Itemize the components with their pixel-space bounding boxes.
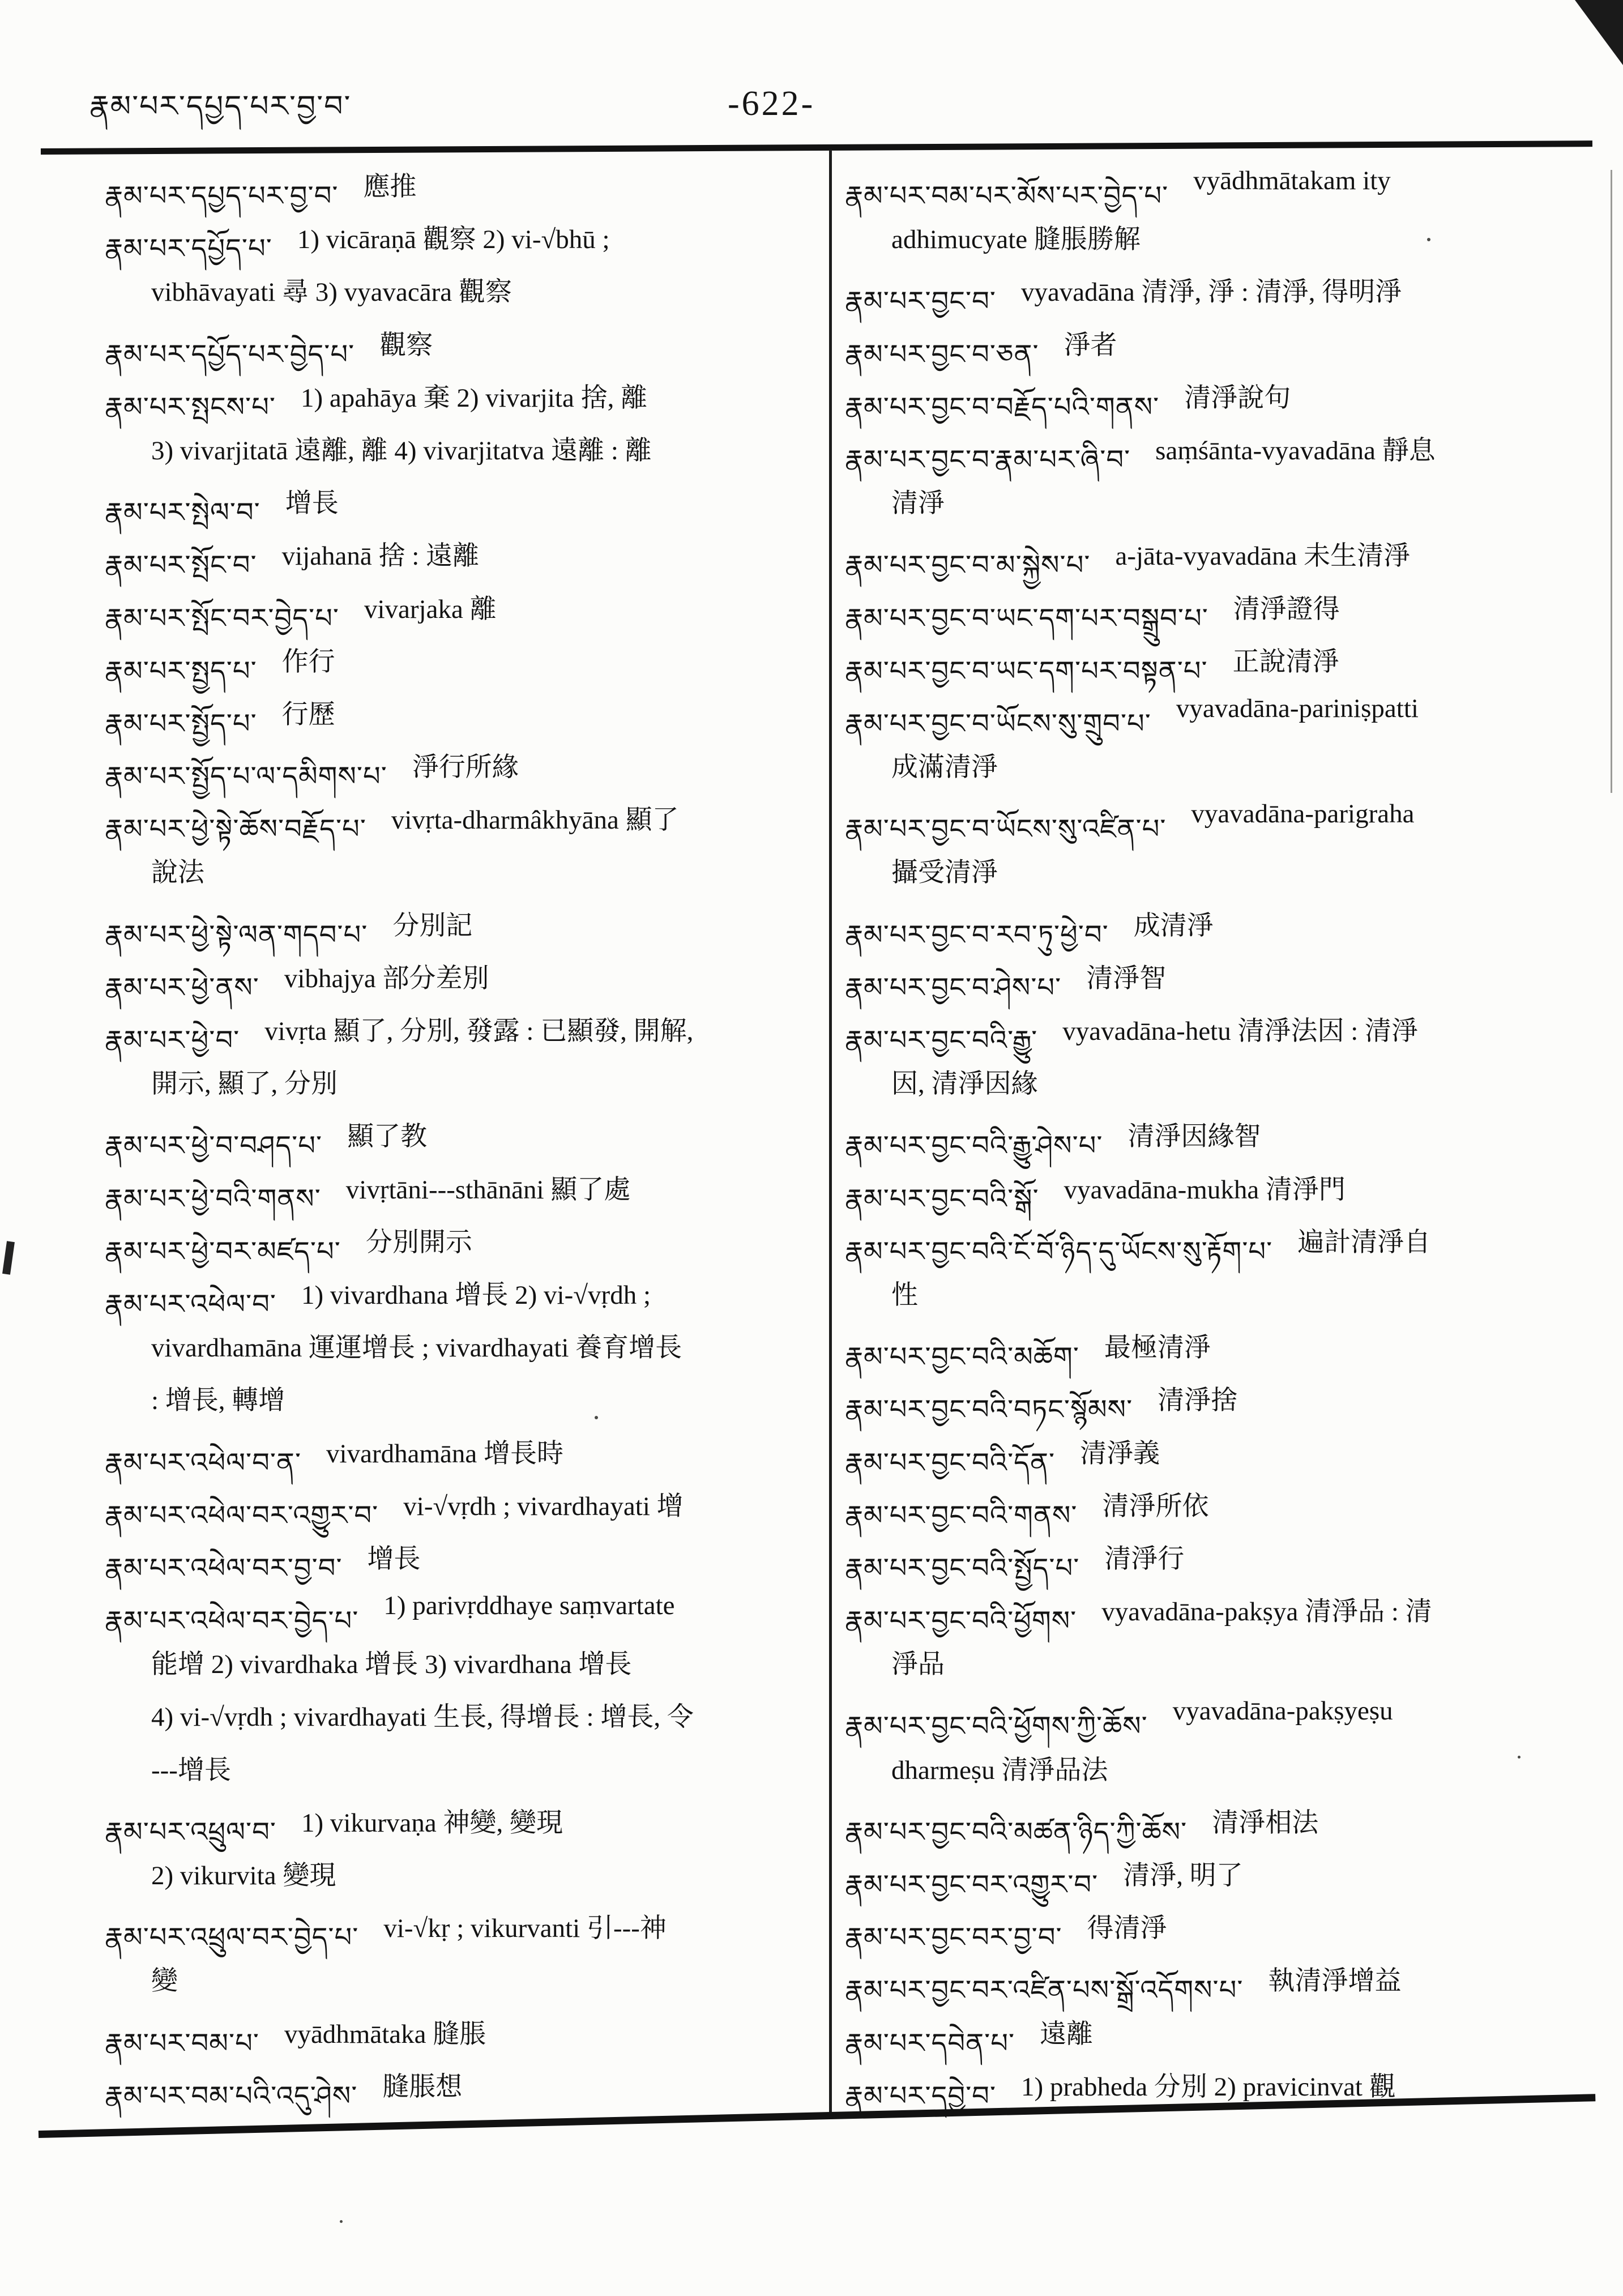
entry-tibetan-headword: རྣམ་པར་བྱང་བའི་མཆོག་	[845, 1341, 1079, 1373]
entry-tibetan-headword: རྣམ་པར་འཕྲུལ་བར་བྱེད་པ་	[105, 1922, 359, 1954]
entry-gloss: 1) vicāraṇā 觀察 2) vi-√bhū ;	[297, 225, 610, 255]
entry-line	[105, 271, 815, 323]
entry-line	[105, 218, 815, 271]
entry-gloss: 膖脹想	[382, 2072, 463, 2102]
entry-gloss: 清淨說句	[1184, 383, 1291, 413]
entry-tibetan-headword: རྣམ་པར་བྱང་བའི་དོན་	[845, 1446, 1056, 1479]
entry-gloss: 開示, 顯了, 分別	[151, 1069, 338, 1099]
entry-tibetan-headword: རྣམ་པར་སྤོང་བར་བྱེད་པ་	[105, 602, 339, 634]
entry-tibetan-headword: རྣམ་པར་བྱང་བར་བྱ་བ་	[845, 1922, 1062, 1954]
entry-gloss: adhimucyate 膖脹勝解	[891, 225, 1141, 255]
entry-line	[105, 1907, 815, 1960]
entry-gloss: 4) vi-√vṛdh ; vivardhayati 生長, 得增長 : 增長, 令	[151, 1702, 694, 1732]
entry-gloss: 顯了教	[347, 1122, 428, 1152]
entry-gloss: 攝受清淨	[891, 858, 998, 888]
entry-line	[105, 1168, 815, 1221]
entry-tibetan-headword: རྣམ་པར་འཕེལ་བར་འགྱུར་བ་	[105, 1499, 379, 1531]
entry-tibetan-headword: རྣམ་པར་འཕེལ་བར་བྱ་བ་	[105, 1552, 343, 1584]
entry-line	[105, 746, 815, 799]
scan-speck	[340, 2220, 343, 2223]
entry-tibetan-headword: རྣམ་པར་འཕེལ་བར་བྱེད་པ་	[105, 1605, 359, 1637]
column-divider	[829, 151, 832, 2118]
entry-gloss: 遠離	[1040, 2019, 1094, 2049]
entry-gloss: vibhajya 部分差別	[284, 963, 489, 993]
entry-gloss: vyavadāna-parigraha	[1191, 799, 1415, 829]
entry-line	[845, 588, 1604, 641]
entry-gloss: vivṛtāni---sthānāni 顯了處	[345, 1175, 631, 1205]
entry-line	[845, 1168, 1604, 1221]
entry-line	[845, 324, 1604, 377]
entry-line	[105, 429, 815, 482]
entry-tibetan-headword: རྣམ་པར་བྱང་བའི་སྤྱོད་པ་	[845, 1552, 1080, 1584]
entry-gloss: 1) vivardhana 增長 2) vi-√vṛdh ;	[301, 1280, 651, 1310]
entry-tibetan-headword: རྣམ་པར་དབྱེ་བ་	[845, 2080, 997, 2112]
entry-gloss: 清淨捨	[1158, 1386, 1238, 1416]
left-column	[105, 165, 815, 2118]
entry-tibetan-headword: རྣམ་པར་ཕྱེ་བ་བཤད་པ་	[105, 1130, 323, 1162]
entry-tibetan-headword: རྣམ་པར་བྱང་བ་ཡོངས་སུ་འཛིན་པ་	[845, 813, 1167, 846]
entry-line	[845, 1115, 1604, 1168]
entry-tibetan-headword: རྣམ་པར་བྱང་བའི་ཕྱོགས་	[845, 1605, 1077, 1637]
entry-line	[105, 1274, 815, 1326]
entry-line	[105, 1432, 815, 1485]
entry-tibetan-headword: རྣམ་པར་འཕེལ་བ་	[105, 1288, 276, 1320]
entry-tibetan-headword: རྣམ་པར་བྱང་བ་ཡོངས་སུ་གྲུབ་པ་	[845, 707, 1151, 740]
entry-gloss: vyavadāna-pakṣyeṣu	[1172, 1696, 1393, 1726]
entry-tibetan-headword: རྣམ་པར་བྱང་བ་ཅན་	[845, 338, 1039, 370]
entry-gloss: 淨品	[891, 1650, 945, 1680]
entry-line	[105, 799, 815, 851]
entry-tibetan-headword: རྣམ་པར་བྱང་བ་རབ་ཏུ་ཕྱེ་བ་	[845, 919, 1109, 951]
entry-line	[845, 218, 1604, 271]
entry-line	[105, 1590, 815, 1643]
entry-gloss: 說法	[151, 858, 204, 888]
entry-line	[105, 588, 815, 641]
entry-line	[845, 1485, 1604, 1538]
entry-line	[845, 1538, 1604, 1590]
entry-gloss: 淨行所緣	[412, 753, 519, 783]
entry-tibetan-headword: རྣམ་པར་བྱང་བ་རྣམ་པར་ཞི་བ་	[845, 443, 1131, 476]
entry-tibetan-headword: རྣམ་པར་འཕེལ་བ་ན་	[105, 1446, 302, 1479]
entry-line	[845, 851, 1604, 904]
entry-gloss: 應推	[363, 172, 417, 202]
entry-gloss: 清淨所依	[1102, 1491, 1209, 1521]
entry-line	[105, 324, 815, 377]
entry-line	[105, 957, 815, 1010]
entry-tibetan-headword: རྣམ་པར་དཔྱད་པར་བྱ་བ་	[105, 180, 339, 212]
entry-gloss: 正說清淨	[1232, 647, 1339, 677]
entry-line	[845, 2065, 1604, 2118]
entry-line	[845, 904, 1604, 957]
entry-line	[845, 799, 1604, 851]
entry-line	[845, 957, 1604, 1010]
scan-corner-artifact	[1575, 0, 1623, 65]
entry-gloss: a-jāta-vyavadāna 未生清淨	[1115, 541, 1411, 571]
entry-line	[845, 1221, 1604, 1274]
entry-tibetan-headword: རྣམ་པར་བྱང་བར་འགྱུར་བ་	[845, 1869, 1099, 1901]
entry-line	[105, 1010, 815, 1062]
entry-line	[845, 1062, 1604, 1115]
entry-gloss: vyavadāna-pariniṣpatti	[1176, 693, 1419, 723]
entry-gloss: 成滿清淨	[891, 753, 998, 783]
entry-line	[845, 693, 1604, 746]
entry-tibetan-headword: རྣམ་པར་བྱང་བ་བརྗོད་པའི་གནས་	[845, 391, 1160, 423]
entry-tibetan-headword: རྣམ་པར་དབེན་པ་	[845, 2027, 1015, 2059]
entry-line	[845, 271, 1604, 323]
entry-gloss: 因, 清淨因緣	[891, 1069, 1038, 1099]
entry-gloss: saṃśānta-vyavadāna 靜息	[1155, 436, 1436, 466]
entry-gloss: 遍計清淨自	[1297, 1227, 1431, 1257]
entry-tibetan-headword: རྣམ་པར་བྱང་བའི་མཚན་ཉིད་ཀྱི་ཆོས་	[845, 1816, 1188, 1848]
entry-line	[105, 1854, 815, 1907]
entry-tibetan-headword: རྣམ་པར་བྱང་བའི་རྒྱུ་ཤེས་པ་	[845, 1130, 1103, 1162]
entry-tibetan-headword: རྣམ་པར་དཔྱོད་པ་	[105, 233, 272, 265]
entry-line	[105, 904, 815, 957]
entry-tibetan-headword: རྣམ་པར་བྱང་བར་འཛིན་པས་སྒྲོ་འདོགས་པ་	[845, 1974, 1244, 2007]
entry-gloss: vyādhmātaka 膖脹	[284, 2019, 486, 2049]
entry-line	[105, 1485, 815, 1538]
entry-tibetan-headword: རྣམ་པར་ཕྱེ་ནས་	[105, 971, 259, 1004]
entry-line	[105, 2065, 815, 2118]
entry-tibetan-headword: རྣམ་པར་སྤྱོད་པ་	[105, 707, 257, 740]
entry-line	[105, 693, 815, 746]
entry-tibetan-headword: རྣམ་པར་ཕྱེ་བ་	[105, 1025, 240, 1056]
entry-tibetan-headword: རྣམ་པར་བམ་པའི་འདུ་ཤེས་	[105, 2080, 358, 2112]
entry-gloss: vyavadāna-hetu 清淨法因 : 清淨	[1062, 1017, 1419, 1046]
entry-tibetan-headword: རྣམ་པར་བྱང་བའི་སྒོ་	[845, 1183, 1039, 1215]
entry-tibetan-headword: རྣམ་པར་ཕྱེ་སྟེ་ཆོས་བརྗོད་པ་	[105, 813, 366, 846]
entry-line	[845, 746, 1604, 799]
entry-line	[105, 1696, 815, 1748]
entry-tibetan-headword: རྣམ་པར་བྱང་བ་ཡང་དག་པར་བསྒྲུབ་པ་	[845, 602, 1208, 634]
entry-gloss: vijahanā 捨 : 遠離	[281, 541, 480, 571]
entry-tibetan-headword: རྣམ་པར་ཕྱེ་བར་མཛད་པ་	[105, 1235, 341, 1268]
entry-line	[845, 1590, 1604, 1643]
entry-gloss: vyavadāna-mukha 清淨門	[1064, 1175, 1346, 1205]
entry-gloss: 觀察	[379, 330, 433, 360]
entry-gloss: 清淨行	[1104, 1544, 1185, 1574]
entry-gloss: vyādhmātakam ity	[1193, 166, 1391, 195]
entry-tibetan-headword: རྣམ་པར་ཕྱེ་སྟེ་ལན་གདབ་པ་	[105, 919, 368, 951]
entry-gloss: 清淨	[891, 489, 945, 519]
entry-tibetan-headword: རྣམ་པར་སྤྱོད་པ་ལ་དམིགས་པ་	[105, 761, 387, 793]
entry-gloss: vivardhamāna 增長時	[326, 1439, 563, 1469]
entry-tibetan-headword: རྣམ་པར་བྱང་བའི་ཕྱོགས་ཀྱི་ཆོས་	[845, 1710, 1148, 1743]
entry-line	[845, 1326, 1604, 1379]
entry-gloss: 最極清淨	[1104, 1333, 1211, 1363]
entry-tibetan-headword: རྣམ་པར་བྱང་བའི་བཏང་སྙོམས་	[845, 1394, 1133, 1426]
entry-gloss: 分別開示	[365, 1227, 472, 1257]
entry-line	[105, 1379, 815, 1432]
entry-line	[845, 1010, 1604, 1062]
entry-tibetan-headword: རྣམ་པར་བམ་པ་	[105, 2027, 259, 2059]
entry-tibetan-headword: རྣམ་པར་བྱང་བ་	[845, 285, 996, 318]
entry-line	[105, 1115, 815, 1168]
entry-gloss: 1) prabheda 分別 2) pravicinvat 觀	[1021, 2072, 1396, 2102]
entry-gloss: 清淨相法	[1212, 1808, 1319, 1838]
entry-tibetan-headword: རྣམ་པར་བྱང་བའི་ངོ་བོ་ཉིད་དུ་ཡོངས་སུ་རྟོག་པ་	[845, 1235, 1273, 1268]
right-column	[845, 165, 1604, 2118]
entry-gloss: vivṛta-dharmâkhyāna 顯了	[391, 805, 679, 835]
entry-gloss: 得清淨	[1087, 1914, 1167, 1944]
entry-tibetan-headword: རྣམ་པར་སྤེལ་བ་	[105, 497, 260, 529]
entry-line	[845, 641, 1604, 693]
entry-tibetan-headword: རྣམ་པར་བྱང་བ་ཤེས་པ་	[845, 971, 1062, 1004]
entry-gloss: 3) vivarjitatā 遠離, 離 4) vivarjitatva 遠離 : 離	[151, 436, 652, 466]
entry-gloss: vivardhamāna 運運增長 ; vivardhayati 養育增長	[151, 1333, 682, 1363]
entry-gloss: vivarjaka 離	[364, 594, 497, 624]
entry-line	[105, 641, 815, 693]
entry-line	[845, 165, 1604, 218]
entry-line	[845, 1696, 1604, 1748]
entry-line	[105, 1221, 815, 1274]
entry-gloss: 增長	[285, 489, 339, 519]
entry-gloss: vyavadāna 清淨, 淨 : 清淨, 得明淨	[1020, 278, 1402, 308]
entry-gloss: 淨者	[1064, 330, 1117, 360]
entry-tibetan-headword: རྣམ་པར་བམ་པར་མོས་པར་བྱེད་པ་	[845, 180, 1169, 212]
entry-line	[105, 377, 815, 429]
entry-line	[845, 1960, 1604, 2012]
entry-gloss: 清淨, 明了	[1123, 1861, 1243, 1890]
entry-line	[845, 1907, 1604, 1960]
entry-tibetan-headword: རྣམ་པར་བྱང་བའི་གནས་	[845, 1499, 1078, 1531]
entry-line	[845, 1854, 1604, 1907]
entry-gloss: 執清淨增益	[1268, 1966, 1402, 1996]
entry-tibetan-headword: རྣམ་པར་བྱང་བའི་རྒྱུ་	[845, 1025, 1038, 1056]
entry-gloss: 變	[151, 1966, 178, 1996]
scan-margin-artifact	[2, 1241, 15, 1274]
entry-gloss: 能增 2) vivardhaka 增長 3) vivardhana 增長	[151, 1650, 632, 1680]
entry-line	[105, 482, 815, 535]
page-number: -622-	[728, 84, 815, 123]
entry-line	[845, 1379, 1604, 1432]
entry-gloss: vivṛta 顯了, 分別, 發露 : 已顯發, 開解,	[264, 1017, 694, 1046]
scan-edge-line	[1611, 170, 1612, 793]
entry-tibetan-headword: རྣམ་པར་ཕྱེ་བའི་གནས་	[105, 1183, 321, 1215]
entry-tibetan-headword: རྣམ་པར་སྤོང་བ་	[105, 549, 257, 582]
entry-line	[105, 1538, 815, 1590]
entry-tibetan-headword: རྣམ་པར་དཔྱོད་པར་བྱེད་པ་	[105, 338, 355, 370]
entry-gloss: dharmeṣu 清淨品法	[891, 1755, 1108, 1785]
entry-gloss: : 增長, 轉增	[151, 1386, 285, 1416]
entry-gloss: 增長	[367, 1544, 421, 1574]
entry-gloss: 2) vikurvita 變現	[151, 1861, 336, 1890]
entry-gloss: ---增長	[151, 1755, 231, 1785]
entry-gloss: vi-√vṛdh ; vivardhayati 增	[403, 1491, 684, 1521]
entry-gloss: vyavadāna-pakṣya 清淨品 : 清	[1101, 1597, 1432, 1627]
entry-line	[845, 1749, 1604, 1802]
entry-line	[845, 535, 1604, 587]
entry-gloss: 1) apahāya 棄 2) vivarjita 捨, 離	[300, 383, 648, 413]
entry-gloss: 行歷	[281, 699, 335, 729]
running-head-tibetan: རྣམ་པར་དཔྱད་པར་བྱ་བ་	[89, 89, 352, 123]
entry-tibetan-headword: རྣམ་པར་སྤྱད་པ་	[105, 655, 257, 687]
entry-line	[105, 1643, 815, 1696]
entry-gloss: 清淨證得	[1233, 594, 1340, 624]
entry-line	[105, 1062, 815, 1115]
entry-tibetan-headword: རྣམ་པར་འཕྲུལ་བ་	[105, 1816, 276, 1848]
entry-line	[845, 1802, 1604, 1854]
entry-tibetan-headword: རྣམ་པར་སྤངས་པ་	[105, 391, 276, 423]
entry-gloss: 清淨智	[1086, 963, 1167, 993]
entry-line	[845, 377, 1604, 429]
entry-line	[105, 1326, 815, 1379]
entry-line	[105, 1802, 815, 1854]
entry-line	[105, 1749, 815, 1802]
entry-line	[845, 1432, 1604, 1485]
entry-line	[105, 2013, 815, 2065]
entry-gloss: 分別記	[392, 911, 473, 941]
entry-line	[845, 429, 1604, 482]
entry-gloss: 性	[891, 1280, 918, 1310]
entry-gloss: vi-√kṛ ; vikurvanti 引---神	[383, 1914, 667, 1944]
entry-gloss: 成清淨	[1133, 911, 1214, 941]
entry-gloss: 作行	[281, 647, 335, 677]
entry-tibetan-headword: རྣམ་པར་བྱང་བ་མ་སྐྱེས་པ་	[845, 549, 1091, 582]
entry-line	[105, 535, 815, 587]
entry-gloss: 1) vikurvaṇa 神變, 變現	[301, 1808, 563, 1838]
entry-gloss: vibhāvayati 尋 3) vyavacāra 觀察	[151, 278, 512, 308]
entry-gloss: 清淨因緣智	[1127, 1122, 1261, 1152]
entry-tibetan-headword: རྣམ་པར་བྱང་བ་ཡང་དག་པར་བསྟན་པ་	[845, 655, 1208, 687]
entry-line	[105, 165, 815, 218]
entry-gloss: 1) parivṛddhaye saṃvartate	[383, 1591, 675, 1621]
entry-gloss: 清淨義	[1080, 1439, 1160, 1469]
